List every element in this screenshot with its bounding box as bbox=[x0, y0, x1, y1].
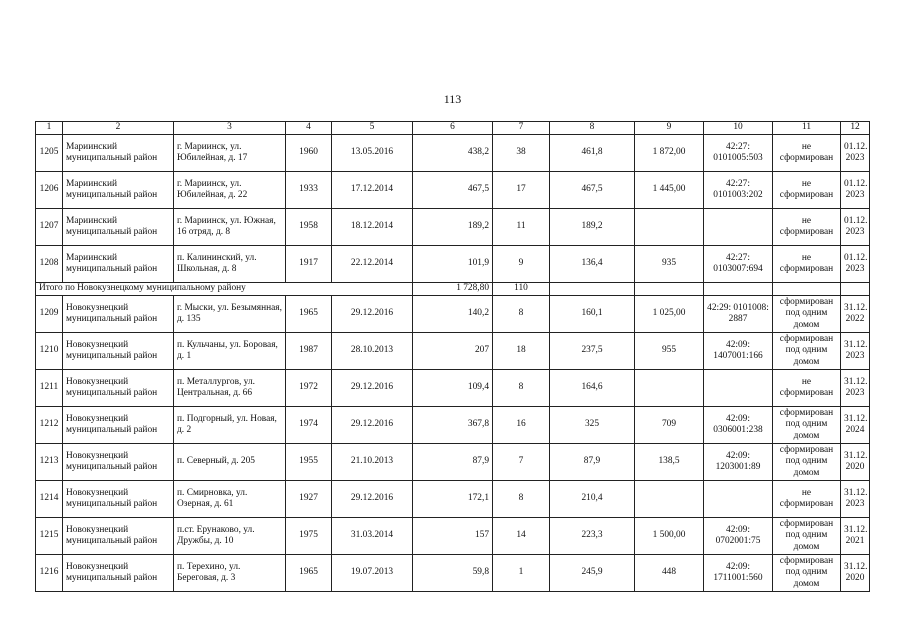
table-row bbox=[36, 246, 870, 283]
table-row bbox=[36, 444, 870, 481]
district-cell: Новокузнецкий муниципальный район bbox=[63, 481, 174, 518]
deadline-cell: 31.12. 2023 bbox=[841, 481, 870, 518]
cadastral-number-cell: 42:27: 0101003:202 bbox=[704, 172, 773, 209]
area-cell: 101,9 bbox=[413, 246, 493, 283]
residents-cell: 16 bbox=[493, 407, 550, 444]
residents-cell: 38 bbox=[493, 135, 550, 172]
column-number: 8 bbox=[550, 122, 635, 135]
column-8-cell: 160,1 bbox=[550, 296, 635, 333]
column-8-cell: 245,9 bbox=[550, 555, 635, 592]
year-built-cell: 1975 bbox=[286, 518, 332, 555]
district-cell: Новокузнецкий муниципальный район bbox=[63, 333, 174, 370]
land-plot-status-cell: не сформирован bbox=[773, 135, 841, 172]
date-cell: 13.05.2016 bbox=[332, 135, 413, 172]
empty-cell bbox=[550, 283, 635, 296]
column-8-cell: 136,4 bbox=[550, 246, 635, 283]
total-residents: 110 bbox=[493, 283, 550, 296]
date-cell: 31.03.2014 bbox=[332, 518, 413, 555]
table-row bbox=[36, 481, 870, 518]
column-9-cell: 138,5 bbox=[635, 444, 704, 481]
area-cell: 172,1 bbox=[413, 481, 493, 518]
address-cell: п. Калининский, ул. Школьная, д. 8 bbox=[174, 246, 286, 283]
table-row bbox=[36, 518, 870, 555]
deadline-cell: 31.12. 2023 bbox=[841, 333, 870, 370]
residents-cell: 9 bbox=[493, 246, 550, 283]
column-8-cell: 87,9 bbox=[550, 444, 635, 481]
column-number: 3 bbox=[174, 122, 286, 135]
area-cell: 140,2 bbox=[413, 296, 493, 333]
year-built-cell: 1917 bbox=[286, 246, 332, 283]
address-cell: п. Кульчаны, ул. Боровая, д. 1 bbox=[174, 333, 286, 370]
total-row bbox=[36, 283, 870, 296]
column-number-row bbox=[36, 122, 870, 135]
date-cell: 29.12.2016 bbox=[332, 481, 413, 518]
row-number-cell: 1213 bbox=[36, 444, 63, 481]
address-cell: п. Смирновка, ул. Озерная, д. 61 bbox=[174, 481, 286, 518]
page-number: 113 bbox=[443, 92, 462, 106]
empty-cell bbox=[773, 283, 841, 296]
land-plot-status-cell: сформирован под одним домом bbox=[773, 407, 841, 444]
column-8-cell: 237,5 bbox=[550, 333, 635, 370]
row-number-cell: 1205 bbox=[36, 135, 63, 172]
year-built-cell: 1958 bbox=[286, 209, 332, 246]
column-number: 11 bbox=[773, 122, 841, 135]
cadastral-number-cell: 42:29: 0101008: 2887 bbox=[704, 296, 773, 333]
year-built-cell: 1933 bbox=[286, 172, 332, 209]
cadastral-number-cell: 42:09: 1203001:89 bbox=[704, 444, 773, 481]
address-cell: п. Терехино, ул. Береговая, д. 3 bbox=[174, 555, 286, 592]
year-built-cell: 1972 bbox=[286, 370, 332, 407]
area-cell: 207 bbox=[413, 333, 493, 370]
date-cell: 28.10.2013 bbox=[332, 333, 413, 370]
housing-register-table bbox=[35, 121, 870, 592]
empty-cell bbox=[635, 283, 704, 296]
table-row bbox=[36, 407, 870, 444]
column-9-cell: 1 025,00 bbox=[635, 296, 704, 333]
district-cell: Мариинский муниципальный район bbox=[63, 135, 174, 172]
table-row bbox=[36, 555, 870, 592]
residents-cell: 8 bbox=[493, 481, 550, 518]
area-cell: 467,5 bbox=[413, 172, 493, 209]
row-number-cell: 1208 bbox=[36, 246, 63, 283]
cadastral-number-cell: 42:27: 0101005:503 bbox=[704, 135, 773, 172]
table-row bbox=[36, 370, 870, 407]
year-built-cell: 1965 bbox=[286, 555, 332, 592]
area-cell: 109,4 bbox=[413, 370, 493, 407]
land-plot-status-cell: не сформирован bbox=[773, 172, 841, 209]
column-number: 4 bbox=[286, 122, 332, 135]
cadastral-number-cell bbox=[704, 370, 773, 407]
area-cell: 87,9 bbox=[413, 444, 493, 481]
cadastral-number-cell bbox=[704, 481, 773, 518]
total-area: 1 728,80 bbox=[413, 283, 493, 296]
year-built-cell: 1974 bbox=[286, 407, 332, 444]
district-cell: Мариинский муниципальный район bbox=[63, 172, 174, 209]
table-row bbox=[36, 333, 870, 370]
deadline-cell: 01.12. 2023 bbox=[841, 246, 870, 283]
column-9-cell: 1 500,00 bbox=[635, 518, 704, 555]
district-cell: Новокузнецкий муниципальный район bbox=[63, 518, 174, 555]
column-8-cell: 461,8 bbox=[550, 135, 635, 172]
address-cell: г. Мыски, ул. Безымянная, д. 135 bbox=[174, 296, 286, 333]
column-number: 9 bbox=[635, 122, 704, 135]
row-number-cell: 1215 bbox=[36, 518, 63, 555]
cadastral-number-cell: 42:09: 1711001:560 bbox=[704, 555, 773, 592]
column-8-cell: 164,6 bbox=[550, 370, 635, 407]
table-row bbox=[36, 296, 870, 333]
land-plot-status-cell: сформирован под одним домом bbox=[773, 555, 841, 592]
date-cell: 19.07.2013 bbox=[332, 555, 413, 592]
area-cell: 157 bbox=[413, 518, 493, 555]
date-cell: 29.12.2016 bbox=[332, 370, 413, 407]
empty-cell bbox=[704, 283, 773, 296]
column-8-cell: 210,4 bbox=[550, 481, 635, 518]
residents-cell: 11 bbox=[493, 209, 550, 246]
column-9-cell: 935 bbox=[635, 246, 704, 283]
residents-cell: 7 bbox=[493, 444, 550, 481]
land-plot-status-cell: сформирован под одним домом bbox=[773, 518, 841, 555]
column-9-cell bbox=[635, 370, 704, 407]
residents-cell: 17 bbox=[493, 172, 550, 209]
year-built-cell: 1965 bbox=[286, 296, 332, 333]
area-cell: 59,8 bbox=[413, 555, 493, 592]
land-plot-status-cell: не сформирован bbox=[773, 246, 841, 283]
district-cell: Новокузнецкий муниципальный район bbox=[63, 296, 174, 333]
date-cell: 18.12.2014 bbox=[332, 209, 413, 246]
column-8-cell: 189,2 bbox=[550, 209, 635, 246]
area-cell: 438,2 bbox=[413, 135, 493, 172]
land-plot-status-cell: не сформирован bbox=[773, 370, 841, 407]
date-cell: 29.12.2016 bbox=[332, 407, 413, 444]
row-number-cell: 1206 bbox=[36, 172, 63, 209]
residents-cell: 8 bbox=[493, 296, 550, 333]
cadastral-number-cell: 42:09: 1407001:166 bbox=[704, 333, 773, 370]
column-9-cell: 709 bbox=[635, 407, 704, 444]
address-cell: п. Подгорный, ул. Новая, д. 2 bbox=[174, 407, 286, 444]
address-cell: г. Мариинск, ул. Юбилейная, д. 22 bbox=[174, 172, 286, 209]
address-cell: г. Мариинск, ул. Южная, 16 отряд, д. 8 bbox=[174, 209, 286, 246]
year-built-cell: 1927 bbox=[286, 481, 332, 518]
district-cell: Новокузнецкий муниципальный район bbox=[63, 444, 174, 481]
column-number: 6 bbox=[413, 122, 493, 135]
column-9-cell: 448 bbox=[635, 555, 704, 592]
column-number: 7 bbox=[493, 122, 550, 135]
land-plot-status-cell: не сформирован bbox=[773, 209, 841, 246]
deadline-cell: 01.12. 2023 bbox=[841, 172, 870, 209]
deadline-cell: 31.12. 2021 bbox=[841, 518, 870, 555]
district-cell: Мариинский муниципальный район bbox=[63, 209, 174, 246]
date-cell: 29.12.2016 bbox=[332, 296, 413, 333]
column-number: 10 bbox=[704, 122, 773, 135]
cadastral-number-cell: 42:27: 0103007:694 bbox=[704, 246, 773, 283]
address-cell: п. Металлургов, ул. Центральная, д. 66 bbox=[174, 370, 286, 407]
row-number-cell: 1209 bbox=[36, 296, 63, 333]
year-built-cell: 1987 bbox=[286, 333, 332, 370]
date-cell: 22.12.2014 bbox=[332, 246, 413, 283]
deadline-cell: 01.12. 2023 bbox=[841, 135, 870, 172]
land-plot-status-cell: сформирован под одним домом bbox=[773, 333, 841, 370]
district-cell: Новокузнецкий муниципальный район bbox=[63, 407, 174, 444]
column-8-cell: 467,5 bbox=[550, 172, 635, 209]
cadastral-number-cell bbox=[704, 209, 773, 246]
district-cell: Новокузнецкий муниципальный район bbox=[63, 370, 174, 407]
residents-cell: 8 bbox=[493, 370, 550, 407]
column-9-cell: 1 445,00 bbox=[635, 172, 704, 209]
row-number-cell: 1211 bbox=[36, 370, 63, 407]
column-number: 12 bbox=[841, 122, 870, 135]
land-plot-status-cell: не сформирован bbox=[773, 481, 841, 518]
row-number-cell: 1210 bbox=[36, 333, 63, 370]
row-number-cell: 1207 bbox=[36, 209, 63, 246]
cadastral-number-cell: 42:09: 0306001:238 bbox=[704, 407, 773, 444]
column-9-cell: 1 872,00 bbox=[635, 135, 704, 172]
deadline-cell: 31.12. 2022 bbox=[841, 296, 870, 333]
land-plot-status-cell: сформирован под одним домом bbox=[773, 444, 841, 481]
area-cell: 189,2 bbox=[413, 209, 493, 246]
year-built-cell: 1955 bbox=[286, 444, 332, 481]
table-row bbox=[36, 135, 870, 172]
year-built-cell: 1960 bbox=[286, 135, 332, 172]
deadline-cell: 31.12. 2023 bbox=[841, 370, 870, 407]
column-9-cell bbox=[635, 481, 704, 518]
total-label: Итого по Новокузнецкому муниципальному району bbox=[36, 283, 413, 296]
district-cell: Мариинский муниципальный район bbox=[63, 246, 174, 283]
area-cell: 367,8 bbox=[413, 407, 493, 444]
address-cell: г. Мариинск, ул. Юбилейная, д. 17 bbox=[174, 135, 286, 172]
column-9-cell: 955 bbox=[635, 333, 704, 370]
column-9-cell bbox=[635, 209, 704, 246]
deadline-cell: 31.12. 2024 bbox=[841, 407, 870, 444]
column-8-cell: 223,3 bbox=[550, 518, 635, 555]
row-number-cell: 1212 bbox=[36, 407, 63, 444]
residents-cell: 14 bbox=[493, 518, 550, 555]
row-number-cell: 1216 bbox=[36, 555, 63, 592]
empty-cell bbox=[841, 283, 870, 296]
address-cell: п.ст. Ерунаково, ул. Дружбы, д. 10 bbox=[174, 518, 286, 555]
column-number: 2 bbox=[63, 122, 174, 135]
district-cell: Новокузнецкий муниципальный район bbox=[63, 555, 174, 592]
cadastral-number-cell: 42:09: 0702001:75 bbox=[704, 518, 773, 555]
residents-cell: 18 bbox=[493, 333, 550, 370]
column-number: 5 bbox=[332, 122, 413, 135]
date-cell: 17.12.2014 bbox=[332, 172, 413, 209]
residents-cell: 1 bbox=[493, 555, 550, 592]
address-cell: п. Северный, д. 205 bbox=[174, 444, 286, 481]
deadline-cell: 01.12. 2023 bbox=[841, 209, 870, 246]
deadline-cell: 31.12. 2020 bbox=[841, 555, 870, 592]
column-number: 1 bbox=[36, 122, 63, 135]
deadline-cell: 31.12. 2020 bbox=[841, 444, 870, 481]
column-8-cell: 325 bbox=[550, 407, 635, 444]
date-cell: 21.10.2013 bbox=[332, 444, 413, 481]
table-row bbox=[36, 172, 870, 209]
table-row bbox=[36, 209, 870, 246]
land-plot-status-cell: сформирован под одним домом bbox=[773, 296, 841, 333]
row-number-cell: 1214 bbox=[36, 481, 63, 518]
